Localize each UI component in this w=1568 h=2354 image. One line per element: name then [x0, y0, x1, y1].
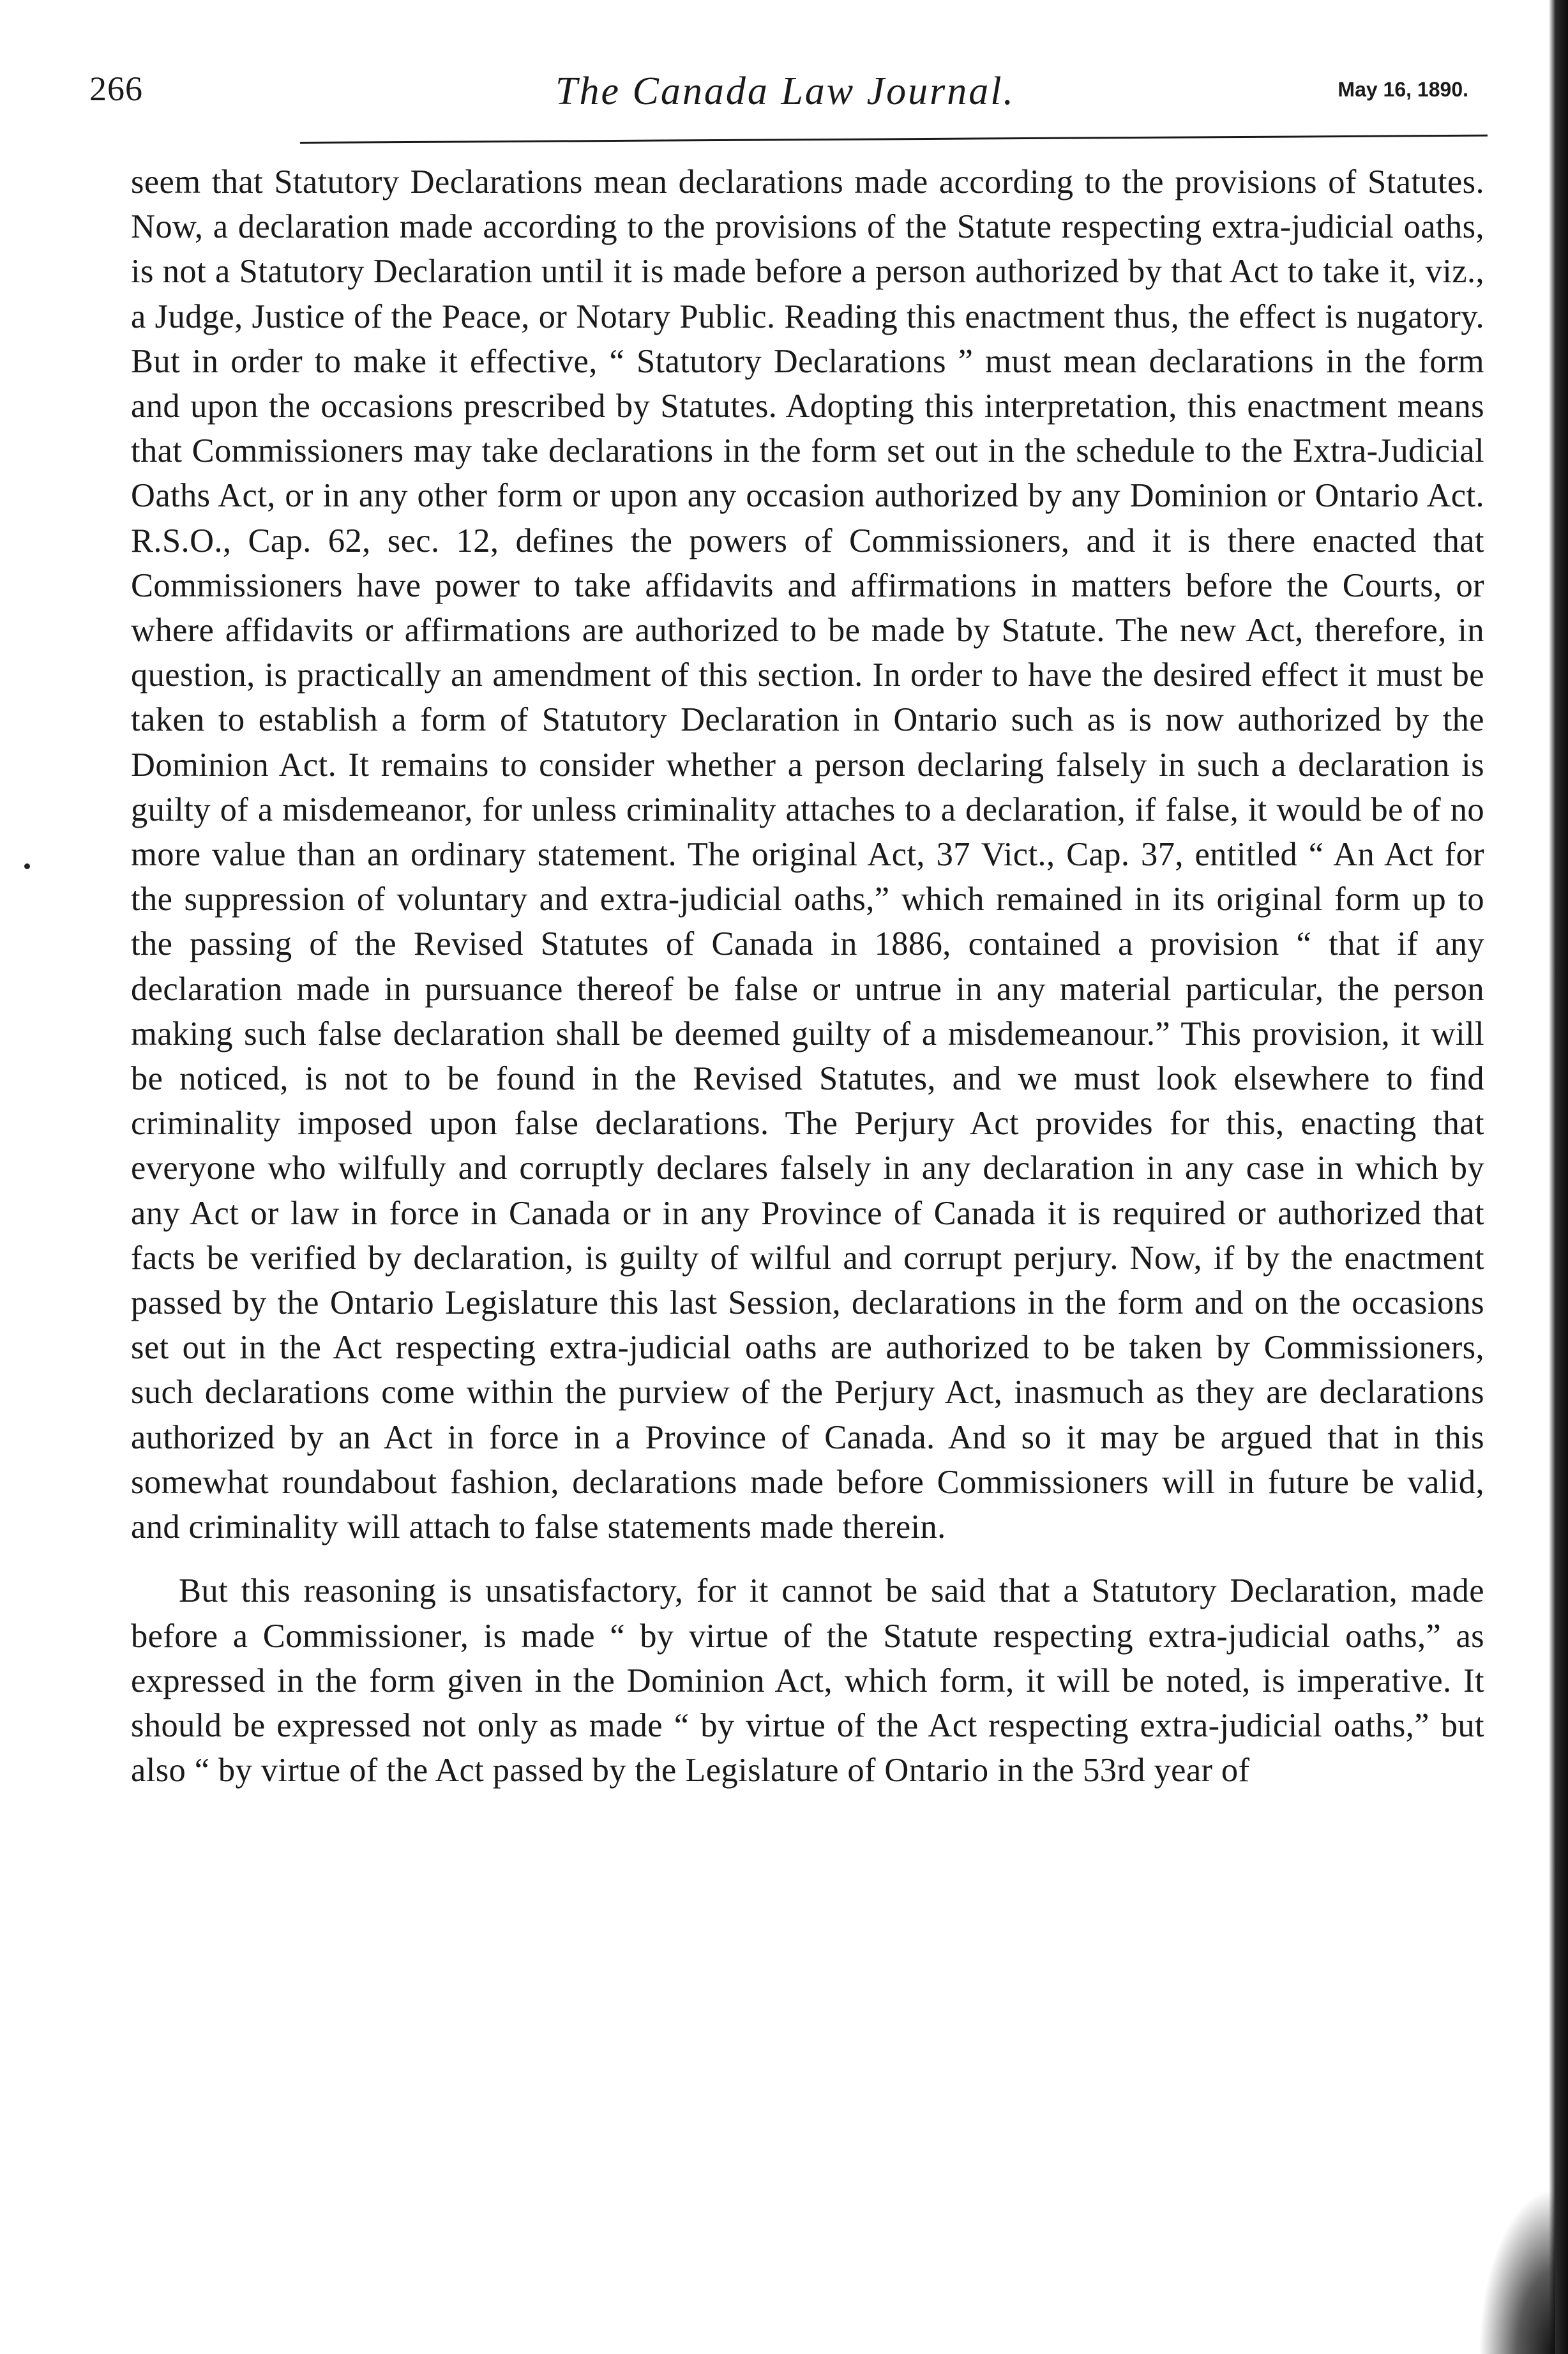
page-corner-shadow — [1479, 2188, 1555, 2354]
article-body — [131, 160, 1484, 1793]
journal-title: The Canada Law Journal. — [555, 70, 1016, 113]
margin-ink-dot — [24, 863, 30, 869]
page-header — [89, 69, 1481, 133]
issue-date: May 16, 1890. — [1338, 78, 1468, 101]
paragraph-second: But this reasoning is unsatisfactory, for it cannot be said that a Statutory Declaration, made before a Commissioner, is made “ by virtue of the Statute respecting extra-judicial oaths,” as expressed in the form given in the Dominion Act, which form, it will be noted, is imperative. It should be expressed not only as made “ by virtue of the Act respecting extra-judicial oaths,” but also “ by virtue of the Act passed by the Legislature of Ontario in the 53rd year of — [131, 1572, 1484, 1789]
header-rule — [300, 135, 1488, 144]
paragraph-continued: seem that Statutory Declarations mean declarations made according to the provisions of Statutes. Now, a declaration made according to the provisions of the Statute respecting extra-judicial oaths, is not a Statutory Declaration until it is made before a person authorized by that Act to take it, viz., a Judge, Justice of the Peace, or Notary Public. Reading this enactment thus, the effect is nugatory. But in order to make it effective, “ Statutory Declarations ” must mean declarations in the form and upon the occasions prescribed by Statutes. Adopting this interpretation, this enactment means that Commissioners may take declarations in the form set out in the schedule to the Extra-Judicial Oaths Act, or in any other form or upon any occasion authorized by any Dominion or Ontario Act. R.S.O., Cap. 62, sec. 12, defines the powers of Commissioners, and it is there enacted that Commissioners have power to take affidavits and affirmations in matters before the Courts, or where affidavits or affirmations are authorized to be made by Statute. The new Act, therefore, in question, is practically an amendment of this section. In order to have the desired effect it must be taken to establish a form of Statutory Declaration in Ontario such as is now authorized by the Dominion Act. It remains to consider whether a person declaring falsely in such a declaration is guilty of a misdemeanor, for unless criminality attaches to a declaration, if false, it would be of no more value than an ordinary statement. The original Act, 37 Vict., Cap. 37, entitled “ An Act for the suppression of voluntary and extra-judicial oaths,” which remained in its original form up to the passing of the Revised Statutes of Canada in 1886, contained a provision “ that if any declaration made in pursuance thereof be false or untrue in any material particular, the person making such false declaration shall be deemed guilty of a misdemeanour.” This provision, it will be noticed, is not to be found in the Revised Statutes, and we must look elsewhere to find criminality imposed upon false declarations. The Perjury Act provides for this, enacting that everyone who wilfully and corruptly declares falsely in any declaration in any case in which by any Act or law in force in Canada or in any Province of Canada it is required or authorized that facts be verified by declaration, is guilty of wilful and corrupt perjury. Now, if by the enactment passed by the Ontario Legislature this last Session, declarations in the form and on the occasions set out in the Act respecting extra-judicial oaths are authorized to be taken by Commissioners, such declarations come within the purview of the Perjury Act, inasmuch as they are declarations authorized by an Act in force in a Province of Canada. And so it may be argued that in this somewhat roundabout fashion, declarations made before Commissioners will in future be valid, and criminality will attach to false statements made therein. — [131, 163, 1484, 1546]
page-binding-edge — [1549, 0, 1568, 2354]
page-number: 266 — [89, 70, 143, 108]
